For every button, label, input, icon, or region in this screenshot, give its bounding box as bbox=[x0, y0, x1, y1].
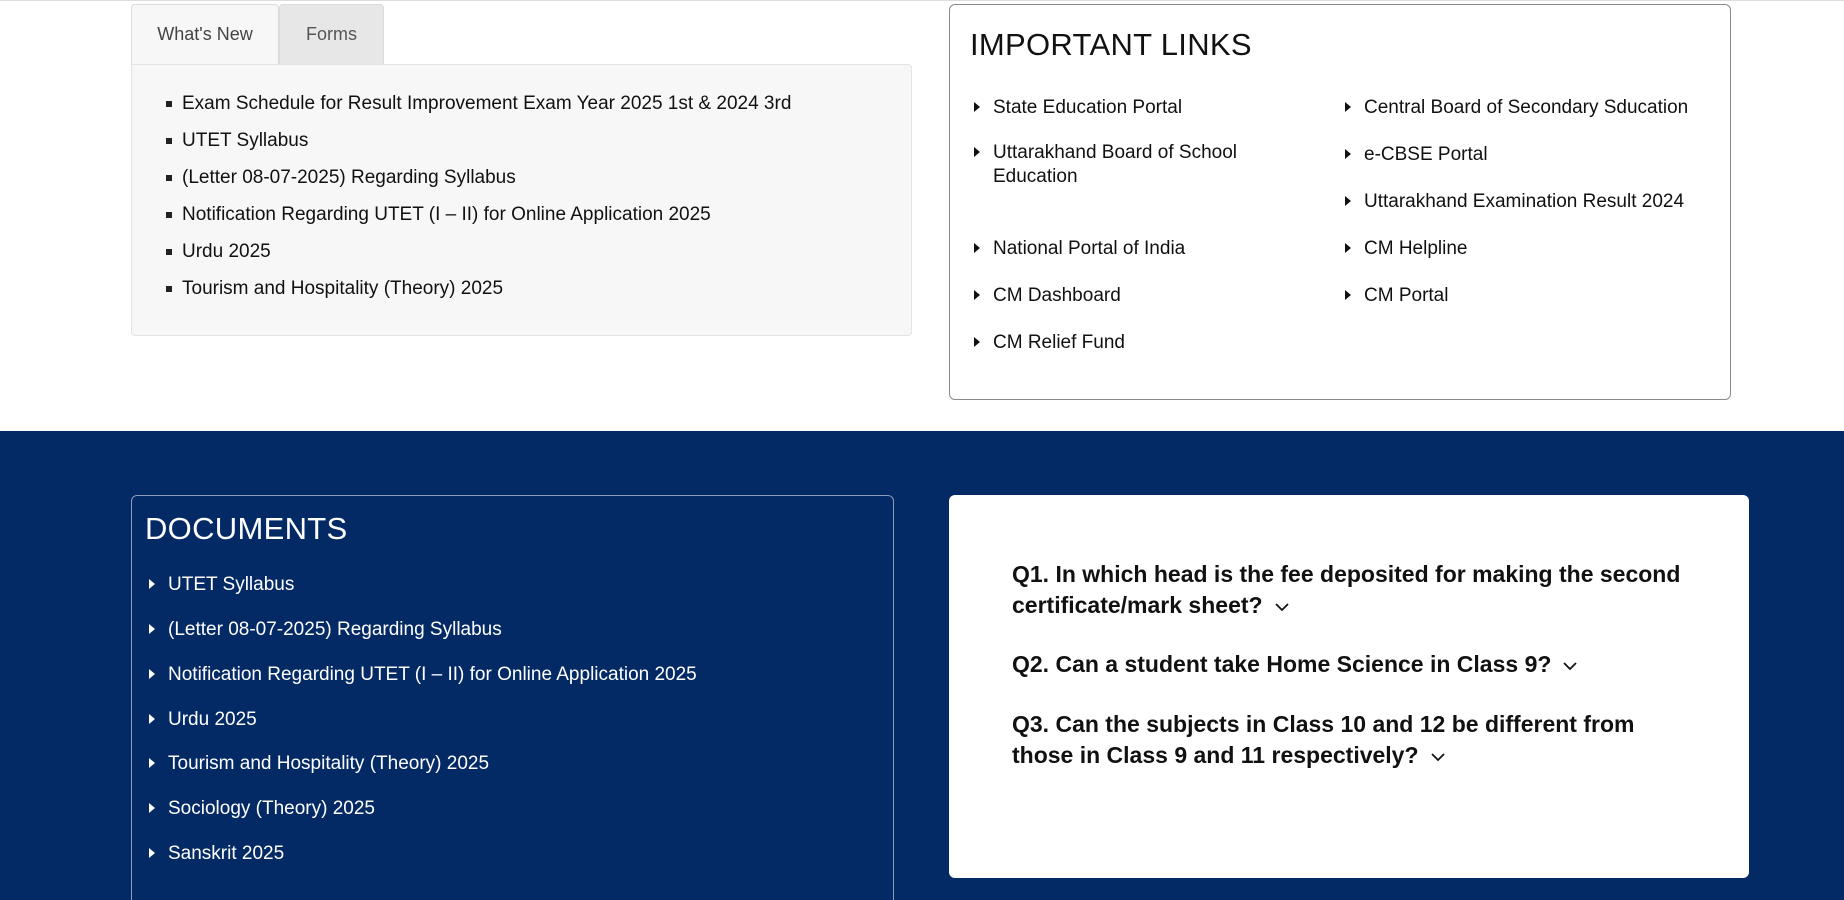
caret-right-icon bbox=[149, 758, 155, 768]
square-bullet-icon bbox=[166, 101, 172, 107]
top-divider bbox=[0, 0, 1844, 1]
square-bullet-icon bbox=[166, 249, 172, 255]
document-item[interactable] bbox=[145, 752, 489, 776]
link-cm-relief-fund[interactable] bbox=[970, 331, 1125, 355]
caret-right-icon bbox=[1345, 243, 1351, 253]
news-item-label: Urdu 2025 bbox=[182, 241, 271, 262]
link-cm-helpline[interactable] bbox=[1341, 237, 1467, 261]
document-label: Notification Regarding UTET (I – II) for Online Application 2025 bbox=[168, 664, 697, 685]
news-item-label: Exam Schedule for Result Improvement Exam Year 2025 1st & 2024 3rd bbox=[182, 93, 792, 114]
caret-right-icon bbox=[1345, 102, 1351, 112]
caret-right-icon bbox=[974, 337, 980, 347]
caret-right-icon bbox=[974, 290, 980, 300]
link-e-cbse-portal[interactable] bbox=[1341, 143, 1488, 167]
documents-panel bbox=[131, 495, 894, 900]
caret-right-icon bbox=[149, 848, 155, 858]
chevron-down-icon[interactable] bbox=[1563, 659, 1577, 673]
square-bullet-icon bbox=[166, 286, 172, 292]
link-cm-portal[interactable] bbox=[1341, 284, 1448, 308]
document-item[interactable] bbox=[145, 618, 502, 642]
faq-question-text: Q2. Can a student take Home Science in Class 9? bbox=[1012, 651, 1552, 677]
news-item[interactable] bbox=[182, 159, 911, 196]
tab-whats-new[interactable]: What's New bbox=[131, 4, 279, 64]
link-cbse[interactable] bbox=[1341, 96, 1688, 120]
link-label: Uttarakhand Board of School Education bbox=[993, 142, 1237, 187]
news-item-label: Notification Regarding UTET (I – II) for Online Application 2025 bbox=[182, 204, 711, 225]
link-label: Uttarakhand Examination Result 2024 bbox=[1364, 191, 1685, 212]
faq-question-text: Q1. In which head is the fee deposited for making the second certificate/mark sheet? bbox=[1012, 561, 1681, 618]
documents-title: DOCUMENTS bbox=[145, 511, 348, 546]
link-label: Central Board of Secondary Sducation bbox=[1364, 97, 1689, 118]
news-item[interactable] bbox=[182, 270, 911, 307]
document-label: Sanskrit 2025 bbox=[168, 843, 285, 864]
link-label: State Education Portal bbox=[993, 97, 1183, 118]
whats-new-panel bbox=[131, 64, 912, 336]
document-label: Sociology (Theory) 2025 bbox=[168, 798, 375, 819]
document-label: Tourism and Hospitality (Theory) 2025 bbox=[168, 753, 490, 774]
faq-question-3[interactable] bbox=[1012, 709, 1662, 771]
caret-right-icon bbox=[149, 714, 155, 724]
square-bullet-icon bbox=[166, 212, 172, 218]
caret-right-icon bbox=[149, 624, 155, 634]
square-bullet-icon bbox=[166, 138, 172, 144]
faq-panel bbox=[949, 495, 1749, 878]
caret-right-icon bbox=[1345, 290, 1351, 300]
chevron-down-icon[interactable] bbox=[1431, 750, 1445, 764]
faq-question-1[interactable] bbox=[1012, 559, 1702, 621]
caret-right-icon bbox=[1345, 196, 1351, 206]
link-uttarakhand-board[interactable] bbox=[970, 141, 1253, 189]
caret-right-icon bbox=[149, 579, 155, 589]
news-tabs bbox=[131, 4, 384, 64]
caret-right-icon bbox=[149, 803, 155, 813]
faq-question-2[interactable] bbox=[1012, 649, 1702, 680]
link-label: CM Helpline bbox=[1364, 238, 1468, 259]
link-label: e-CBSE Portal bbox=[1364, 144, 1488, 165]
news-item-label: (Letter 08-07-2025) Regarding Syllabus bbox=[182, 167, 516, 188]
square-bullet-icon bbox=[166, 175, 172, 181]
link-cm-dashboard[interactable] bbox=[970, 284, 1121, 308]
documents-faq-section bbox=[0, 431, 1844, 900]
link-label: National Portal of India bbox=[993, 238, 1186, 259]
caret-right-icon bbox=[974, 147, 980, 157]
document-item[interactable] bbox=[145, 708, 257, 732]
link-state-education-portal[interactable] bbox=[970, 96, 1182, 120]
caret-right-icon bbox=[974, 243, 980, 253]
news-item-label: UTET Syllabus bbox=[182, 130, 309, 151]
document-item[interactable] bbox=[145, 797, 375, 821]
link-label: CM Relief Fund bbox=[993, 332, 1125, 353]
chevron-down-icon[interactable] bbox=[1275, 600, 1289, 614]
news-item[interactable] bbox=[182, 122, 911, 159]
important-links-title: IMPORTANT LINKS bbox=[970, 27, 1252, 62]
document-item[interactable] bbox=[145, 573, 294, 597]
link-national-portal[interactable] bbox=[970, 237, 1185, 261]
whats-new-list bbox=[132, 65, 911, 307]
document-item[interactable] bbox=[145, 663, 697, 687]
document-label: (Letter 08-07-2025) Regarding Syllabus bbox=[168, 619, 502, 640]
link-examination-result[interactable] bbox=[1341, 190, 1684, 214]
document-label: UTET Syllabus bbox=[168, 574, 295, 595]
document-label: Urdu 2025 bbox=[168, 709, 257, 730]
faq-question-text: Q3. Can the subjects in Class 10 and 12 be different from those in Class 9 and 11 respectively? bbox=[1012, 711, 1635, 768]
tab-forms[interactable]: Forms bbox=[279, 4, 384, 64]
news-item[interactable] bbox=[182, 196, 911, 233]
news-item-label: Tourism and Hospitality (Theory) 2025 bbox=[182, 278, 504, 299]
caret-right-icon bbox=[974, 102, 980, 112]
important-links-panel bbox=[949, 4, 1731, 400]
caret-right-icon bbox=[1345, 149, 1351, 159]
news-item[interactable] bbox=[182, 85, 911, 122]
link-label: CM Portal bbox=[1364, 285, 1449, 306]
news-item[interactable] bbox=[182, 233, 911, 270]
document-item[interactable] bbox=[145, 842, 284, 866]
caret-right-icon bbox=[149, 669, 155, 679]
link-label: CM Dashboard bbox=[993, 285, 1121, 306]
